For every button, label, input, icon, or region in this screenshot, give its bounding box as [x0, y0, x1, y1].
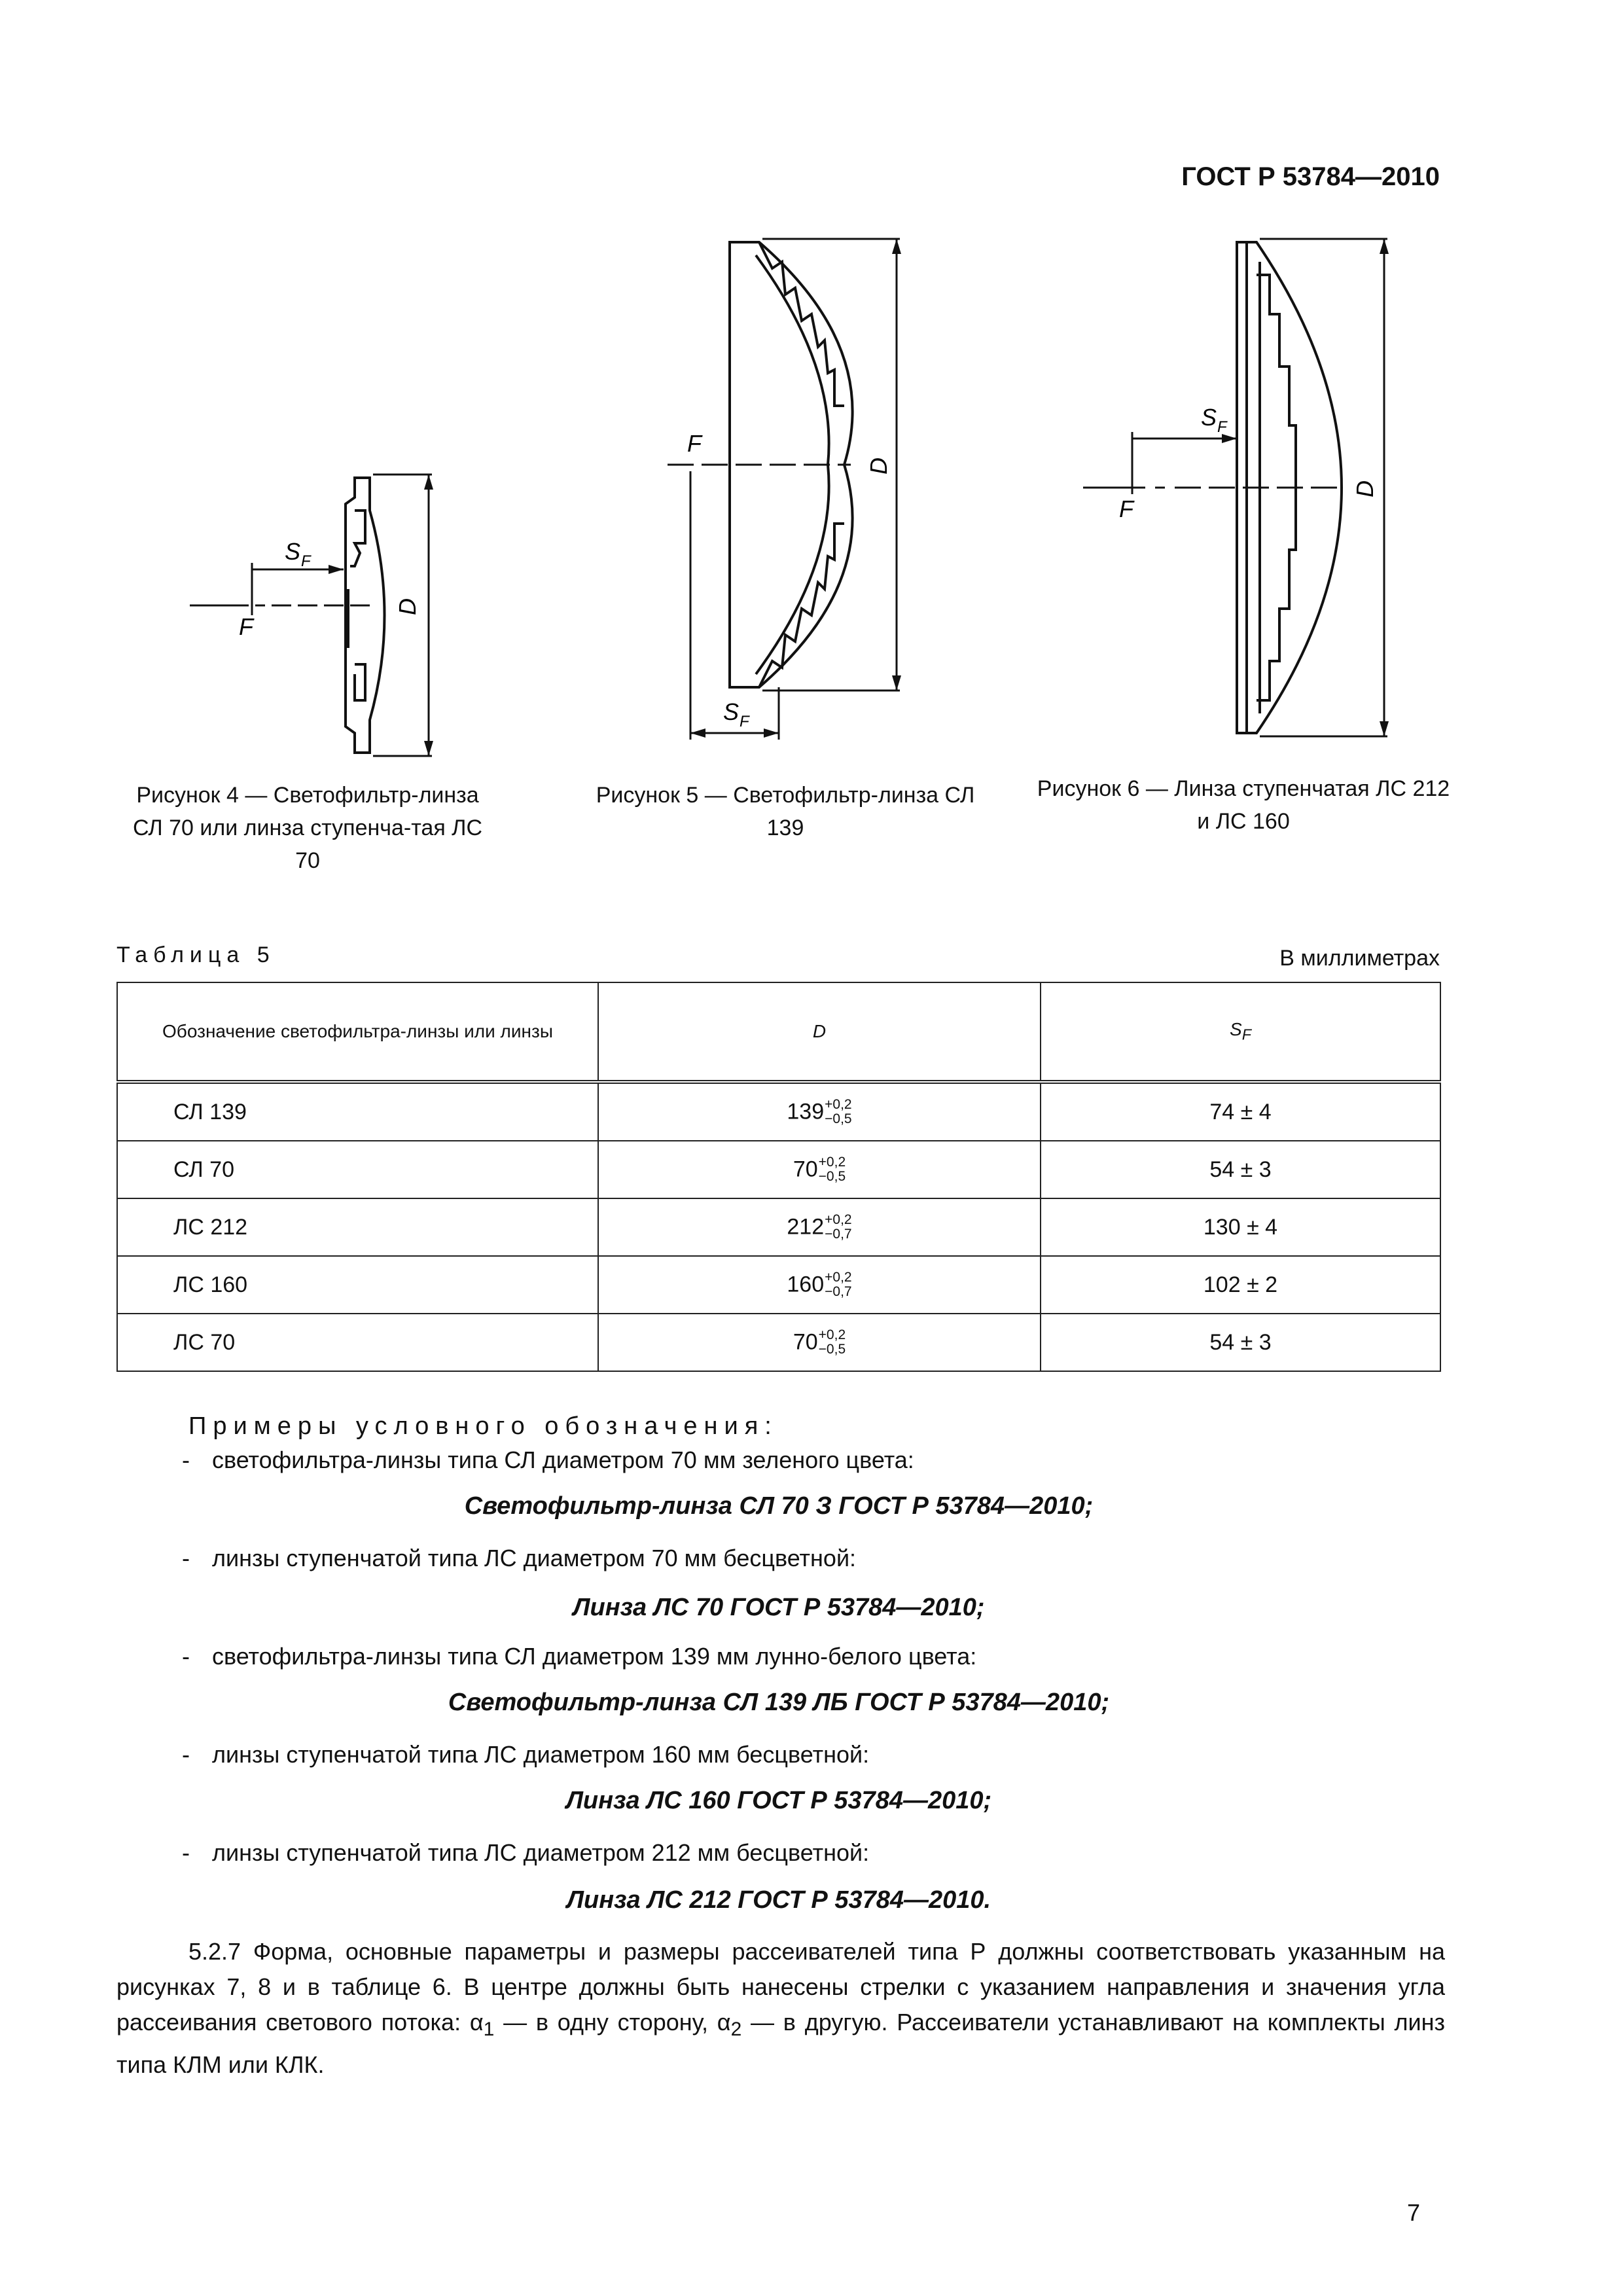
row-d-tolerance [819, 1328, 846, 1357]
table-row [117, 1256, 1440, 1314]
list-dash: - [182, 1446, 190, 1473]
example-description [182, 1643, 976, 1670]
figure-4-label-f: F [239, 613, 253, 640]
table-row [117, 1082, 1440, 1141]
row-d-cell [598, 1256, 1041, 1314]
row-d-minus: −0,7 [825, 1227, 852, 1242]
row-s-value: 102 ± 2 [1041, 1256, 1440, 1314]
header-s-sub: F [1241, 1026, 1251, 1043]
example-designation: Линза ЛС 160 ГОСТ Р 53784—2010; [565, 1787, 992, 1814]
figure-5-label-s: S [723, 698, 740, 725]
figure-5-label-s-sub: F [740, 713, 749, 730]
row-designation: СЛ 70 [117, 1141, 598, 1198]
row-d-tolerance [825, 1098, 851, 1126]
figure-6-caption: Рисунок 6 — Линза ступенчатая ЛС 212 и ЛС 160 [1037, 776, 1450, 834]
example-designation: Линза ЛС 70 ГОСТ Р 53784—2010; [573, 1594, 985, 1621]
row-d-tolerance [819, 1155, 846, 1184]
example-description-text: линзы ступенчатой типа ЛС диаметром 212 мм бесцветной: [212, 1839, 870, 1866]
row-d-cell [598, 1082, 1041, 1141]
row-d-tolerance [825, 1213, 851, 1242]
alpha2-symbol: α [717, 2009, 731, 2036]
row-designation: ЛС 160 [117, 1256, 598, 1314]
figure-6-label-s-sub: F [1217, 418, 1227, 436]
row-d-plus: +0,2 [825, 1097, 852, 1112]
row-d-minus: −0,5 [818, 1169, 846, 1184]
figure-6-label-f: F [1119, 495, 1133, 522]
paragraph-text-3: — в другую. Рассеиватели устанавливают на комплекты линз типа КЛМ или КЛК. [116, 2009, 1446, 2079]
paragraph-text-2: — в одну сторону, [494, 2009, 717, 2036]
row-d-cell [598, 1198, 1041, 1256]
figure-6-label-s: S [1201, 404, 1217, 431]
row-d-cell [598, 1141, 1041, 1198]
list-dash: - [182, 1839, 190, 1866]
dimensions-table [116, 982, 1441, 1372]
paragraph-5-2-7 [116, 1934, 1445, 2083]
alpha2-subscript: 2 [730, 2018, 742, 2041]
header-s [1041, 982, 1440, 1082]
figure-4-caption: Рисунок 4 — Светофильтр-линза СЛ 70 или линза ступенча-тая ЛС 70 [132, 783, 483, 873]
table-row [117, 1314, 1440, 1371]
header-d: D [598, 982, 1041, 1082]
example-description-text: линзы ступенчатой типа ЛС диаметром 70 мм бесцветной: [212, 1545, 857, 1571]
example-designation: Светофильтр-линза СЛ 70 З ГОСТ Р 53784—2010; [464, 1492, 1094, 1520]
row-d-minus: −0,5 [818, 1342, 846, 1357]
example-description [182, 1741, 869, 1768]
alpha1-symbol: α [469, 2009, 484, 2036]
row-s-value: 54 ± 3 [1041, 1141, 1440, 1198]
table-units: В миллиметрах [1279, 946, 1440, 971]
standard-code: ГОСТ Р 53784—2010 [1181, 162, 1440, 191]
figure-5-drawing [661, 236, 949, 759]
table-header-row [117, 982, 1440, 1082]
example-designation: Светофильтр-линза СЛ 139 ЛБ ГОСТ Р 53784—2010; [448, 1689, 1110, 1716]
example-description-text: светофильтра-линзы типа СЛ диаметром 139 мм лунно-белого цвета: [212, 1643, 977, 1670]
row-d-value: 160 [787, 1272, 825, 1297]
list-dash: - [182, 1741, 190, 1768]
figure-4-label-s-sub: F [301, 552, 311, 570]
row-d-value: 139 [787, 1099, 825, 1124]
figure-4-label-s: S [285, 538, 301, 565]
figure-4-label-d: D [394, 598, 421, 615]
row-designation: СЛ 139 [117, 1082, 598, 1141]
row-d-plus: +0,2 [818, 1327, 846, 1342]
example-designation: Линза ЛС 212 ГОСТ Р 53784—2010. [566, 1886, 991, 1914]
row-d-plus: +0,2 [825, 1212, 852, 1227]
figure-6-label-d: D [1351, 480, 1378, 497]
example-description [182, 1839, 869, 1867]
example-description-text: светофильтра-линзы типа СЛ диаметром 70 мм зеленого цвета: [212, 1446, 914, 1473]
row-d-minus: −0,7 [825, 1284, 852, 1299]
alpha1-subscript: 1 [483, 2018, 495, 2041]
row-d-value: 70 [793, 1329, 818, 1355]
row-d-plus: +0,2 [818, 1155, 846, 1170]
figure-5-caption: Рисунок 5 — Светофильтр-линза СЛ 139 [596, 783, 975, 840]
figure-4-drawing [183, 458, 458, 759]
row-s-value: 130 ± 4 [1041, 1198, 1440, 1256]
list-dash: - [182, 1643, 190, 1670]
row-designation: ЛС 212 [117, 1198, 598, 1256]
example-description-text: линзы ступенчатой типа ЛС диаметром 160 мм бесцветной: [212, 1741, 870, 1768]
row-s-value: 54 ± 3 [1041, 1314, 1440, 1371]
examples-heading: Примеры условного обозначения: [188, 1412, 778, 1440]
table-row [117, 1198, 1440, 1256]
figure-5-label-d: D [865, 457, 892, 475]
row-d-cell [598, 1314, 1041, 1371]
page-number: 7 [1407, 2199, 1421, 2226]
row-designation: ЛС 70 [117, 1314, 598, 1371]
table-row [117, 1141, 1440, 1198]
table-label: Таблица 5 [116, 942, 276, 967]
header-s-letter: S [1230, 1019, 1242, 1040]
example-description [182, 1545, 856, 1572]
row-d-value: 70 [793, 1157, 818, 1182]
row-d-tolerance [825, 1270, 851, 1299]
figure-5-label-f: F [687, 430, 702, 457]
row-s-value: 74 ± 4 [1041, 1082, 1440, 1141]
example-description [182, 1446, 914, 1474]
row-d-minus: −0,5 [825, 1111, 852, 1126]
list-dash: - [182, 1545, 190, 1571]
row-d-plus: +0,2 [825, 1270, 852, 1285]
paragraph-text-1: 5.2.7 Форма, основные параметры и размеры рассеивателей типа Р должны соответствовать указанным на рисунках 7, 8 и в таблице 6. В центре должны быть нанесены стрелки с указанием направления и значения угла рассеивания светового потока: [116, 1938, 1445, 2036]
figure-6-drawing [1073, 236, 1414, 759]
header-designation: Обозначение светофильтра-линзы или линзы [117, 982, 598, 1082]
row-d-value: 212 [787, 1214, 825, 1240]
